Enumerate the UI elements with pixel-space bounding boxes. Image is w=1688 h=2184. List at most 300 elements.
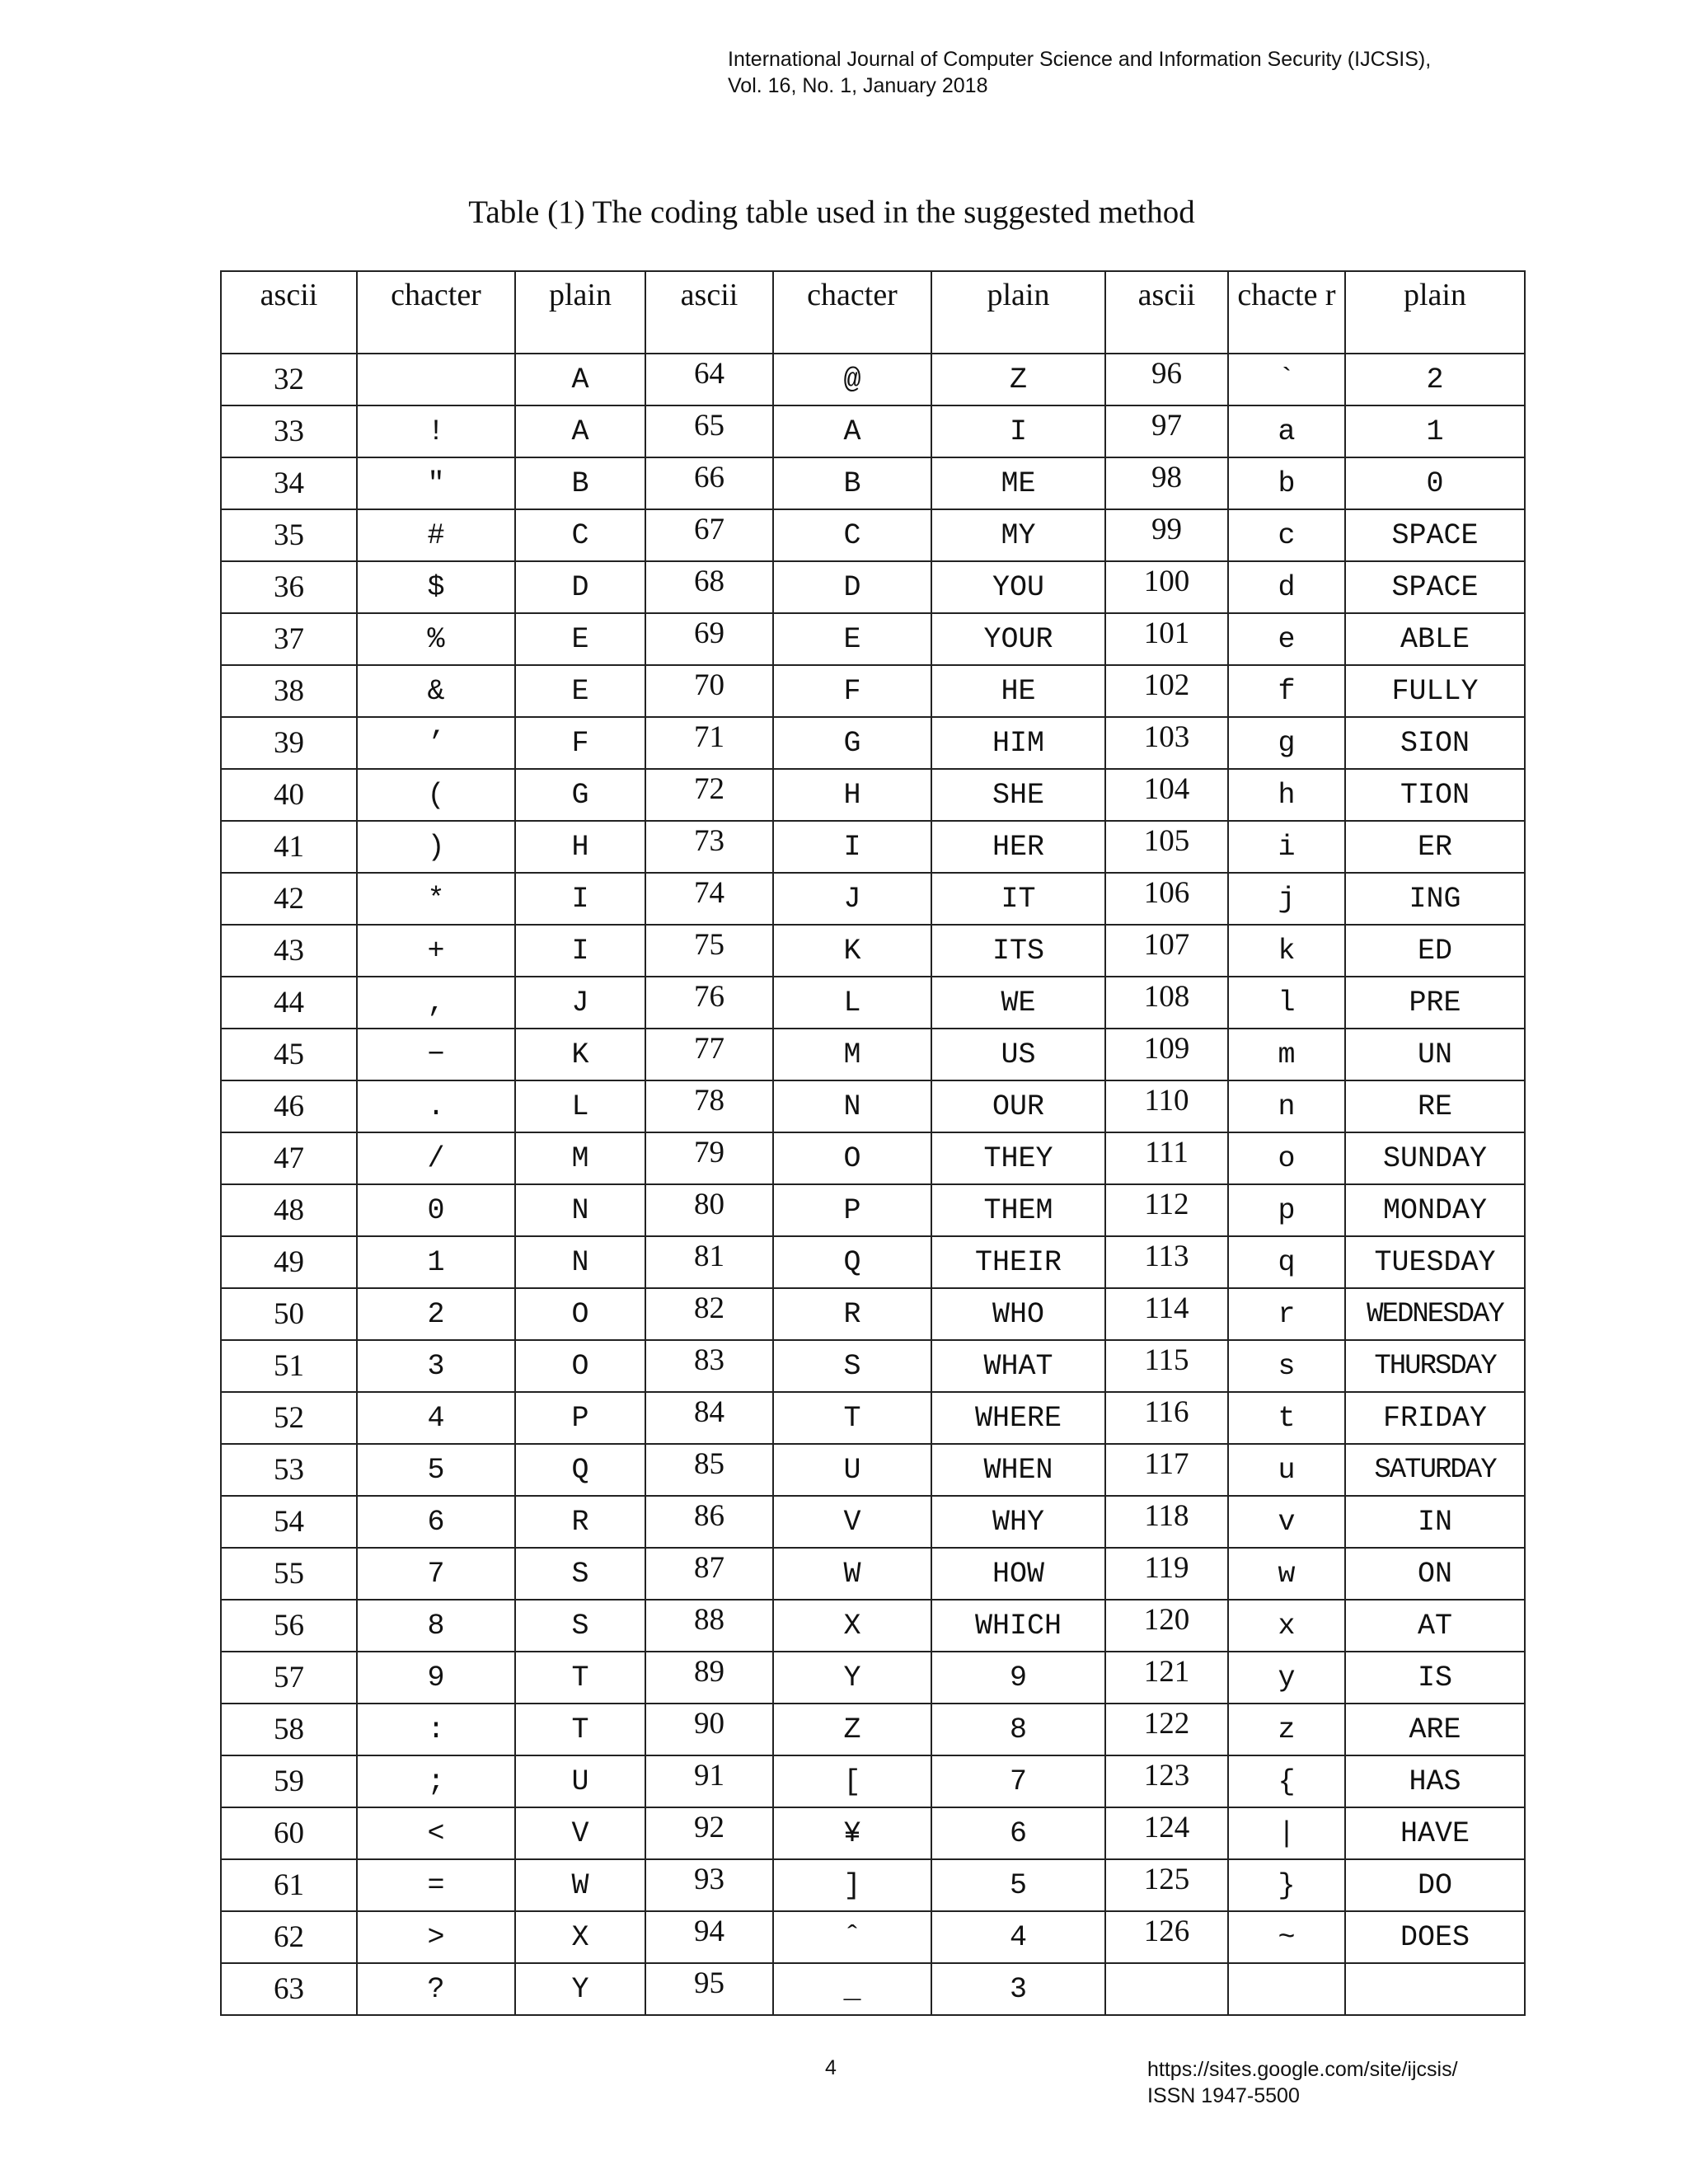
column-header: chacte r <box>1228 271 1345 354</box>
ascii-cell: 88 <box>645 1600 773 1652</box>
plain-cell: O <box>515 1340 645 1392</box>
character-cell: U <box>773 1444 931 1496</box>
ascii-cell: 100 <box>1105 561 1228 613</box>
plain-cell: UN <box>1345 1029 1525 1080</box>
ascii-cell: 82 <box>645 1288 773 1340</box>
plain-cell: HOW <box>931 1548 1105 1600</box>
table-row <box>221 665 1525 717</box>
ascii-cell: 99 <box>1105 509 1228 561</box>
plain-cell: Z <box>931 354 1105 405</box>
ascii-cell: 107 <box>1105 925 1228 977</box>
ascii-cell: 116 <box>1105 1392 1228 1444</box>
ascii-cell: 125 <box>1105 1859 1228 1911</box>
plain-cell: S <box>515 1600 645 1652</box>
character-cell: B <box>773 457 931 509</box>
plain-cell: D <box>515 561 645 613</box>
plain-cell: I <box>515 925 645 977</box>
plain-cell: HE <box>931 665 1105 717</box>
table-row <box>221 1755 1525 1807</box>
ascii-cell: 101 <box>1105 613 1228 665</box>
character-cell: O <box>773 1132 931 1184</box>
ascii-cell: 124 <box>1105 1807 1228 1859</box>
plain-cell: I <box>515 873 645 925</box>
ascii-cell: 37 <box>221 613 357 665</box>
character-cell: K <box>773 925 931 977</box>
ascii-cell: 35 <box>221 509 357 561</box>
table-row <box>221 1807 1525 1859</box>
plain-cell <box>1345 1963 1525 2015</box>
character-cell <box>1228 1963 1345 2015</box>
plain-cell: F <box>515 717 645 769</box>
character-cell: M <box>773 1029 931 1080</box>
plain-cell: SION <box>1345 717 1525 769</box>
ascii-cell: 74 <box>645 873 773 925</box>
plain-cell: PRE <box>1345 977 1525 1029</box>
plain-cell: ABLE <box>1345 613 1525 665</box>
ascii-cell: 77 <box>645 1029 773 1080</box>
plain-cell: 2 <box>1345 354 1525 405</box>
column-header: ascii <box>1105 271 1228 354</box>
ascii-cell: 41 <box>221 821 357 873</box>
plain-cell: ITS <box>931 925 1105 977</box>
character-cell: & <box>357 665 515 717</box>
column-header: chacter <box>357 271 515 354</box>
character-cell: z <box>1228 1704 1345 1755</box>
character-cell: ˆ <box>773 1911 931 1963</box>
table-row <box>221 509 1525 561</box>
page-number: 4 <box>825 2056 837 2079</box>
character-cell: ″ <box>357 457 515 509</box>
character-cell: V <box>773 1496 931 1548</box>
character-cell: ` <box>1228 354 1345 405</box>
character-cell: 3 <box>357 1340 515 1392</box>
ascii-cell: 121 <box>1105 1652 1228 1704</box>
plain-cell: HIM <box>931 717 1105 769</box>
ascii-cell: 46 <box>221 1080 357 1132</box>
plain-cell: FULLY <box>1345 665 1525 717</box>
table-row <box>221 1029 1525 1080</box>
character-cell: D <box>773 561 931 613</box>
plain-cell: J <box>515 977 645 1029</box>
plain-cell: E <box>515 613 645 665</box>
character-cell: r <box>1228 1288 1345 1340</box>
character-cell: y <box>1228 1652 1345 1704</box>
coding-table <box>220 270 1526 2016</box>
ascii-cell: 72 <box>645 769 773 821</box>
ascii-cell: 33 <box>221 405 357 457</box>
table-row <box>221 873 1525 925</box>
character-cell: d <box>1228 561 1345 613</box>
plain-cell: L <box>515 1080 645 1132</box>
ascii-cell: 98 <box>1105 457 1228 509</box>
ascii-cell: 85 <box>645 1444 773 1496</box>
character-cell: E <box>773 613 931 665</box>
plain-cell: 8 <box>931 1704 1105 1755</box>
table-row <box>221 1548 1525 1600</box>
character-cell: S <box>773 1340 931 1392</box>
character-cell: − <box>357 1029 515 1080</box>
ascii-cell: 103 <box>1105 717 1228 769</box>
ascii-cell: 102 <box>1105 665 1228 717</box>
character-cell: v <box>1228 1496 1345 1548</box>
ascii-cell: 108 <box>1105 977 1228 1029</box>
character-cell: I <box>773 821 931 873</box>
character-cell: 4 <box>357 1392 515 1444</box>
plain-cell: V <box>515 1807 645 1859</box>
character-cell: < <box>357 1807 515 1859</box>
character-cell: ( <box>357 769 515 821</box>
plain-cell: TION <box>1345 769 1525 821</box>
table-row <box>221 457 1525 509</box>
character-cell: = <box>357 1859 515 1911</box>
plain-cell: SUNDAY <box>1345 1132 1525 1184</box>
plain-cell: SPACE <box>1345 509 1525 561</box>
ascii-cell: 89 <box>645 1652 773 1704</box>
table-row <box>221 821 1525 873</box>
ascii-cell: 67 <box>645 509 773 561</box>
plain-cell: HER <box>931 821 1105 873</box>
character-cell: R <box>773 1288 931 1340</box>
ascii-cell: 58 <box>221 1704 357 1755</box>
plain-cell: ING <box>1345 873 1525 925</box>
plain-cell: H <box>515 821 645 873</box>
table-row <box>221 613 1525 665</box>
ascii-cell: 79 <box>645 1132 773 1184</box>
plain-cell: P <box>515 1392 645 1444</box>
ascii-cell: 118 <box>1105 1496 1228 1548</box>
plain-cell: WHY <box>931 1496 1105 1548</box>
character-cell: _ <box>773 1963 931 2015</box>
ascii-cell: 64 <box>645 354 773 405</box>
character-cell: b <box>1228 457 1345 509</box>
table-row <box>221 1652 1525 1704</box>
plain-cell: DOES <box>1345 1911 1525 1963</box>
ascii-cell: 49 <box>221 1236 357 1288</box>
plain-cell: R <box>515 1496 645 1548</box>
character-cell: [ <box>773 1755 931 1807</box>
plain-cell: U <box>515 1755 645 1807</box>
ascii-cell: 53 <box>221 1444 357 1496</box>
character-cell: ) <box>357 821 515 873</box>
table-row <box>221 1132 1525 1184</box>
character-cell: g <box>1228 717 1345 769</box>
plain-cell: M <box>515 1132 645 1184</box>
column-header: ascii <box>645 271 773 354</box>
character-cell: m <box>1228 1029 1345 1080</box>
ascii-cell: 51 <box>221 1340 357 1392</box>
character-cell: Q <box>773 1236 931 1288</box>
ascii-cell: 55 <box>221 1548 357 1600</box>
plain-cell: Y <box>515 1963 645 2015</box>
plain-cell: DO <box>1345 1859 1525 1911</box>
character-cell: ¥ <box>773 1807 931 1859</box>
character-cell: k <box>1228 925 1345 977</box>
ascii-cell: 112 <box>1105 1184 1228 1236</box>
character-cell <box>357 354 515 405</box>
character-cell: X <box>773 1600 931 1652</box>
ascii-cell: 97 <box>1105 405 1228 457</box>
character-cell: } <box>1228 1859 1345 1911</box>
ascii-cell: 106 <box>1105 873 1228 925</box>
character-cell: 5 <box>357 1444 515 1496</box>
character-cell: l <box>1228 977 1345 1029</box>
plain-cell: A <box>515 405 645 457</box>
column-header: plain <box>1345 271 1525 354</box>
plain-cell: T <box>515 1652 645 1704</box>
character-cell: 6 <box>357 1496 515 1548</box>
table-row <box>221 1184 1525 1236</box>
plain-cell: WEDNESDAY <box>1345 1288 1525 1340</box>
plain-cell: 0 <box>1345 457 1525 509</box>
plain-cell: THEIR <box>931 1236 1105 1288</box>
table-row <box>221 1600 1525 1652</box>
ascii-cell: 69 <box>645 613 773 665</box>
character-cell: ! <box>357 405 515 457</box>
ascii-cell: 84 <box>645 1392 773 1444</box>
plain-cell: ED <box>1345 925 1525 977</box>
plain-cell: 5 <box>931 1859 1105 1911</box>
plain-cell: ARE <box>1345 1704 1525 1755</box>
ascii-cell: 86 <box>645 1496 773 1548</box>
character-cell: i <box>1228 821 1345 873</box>
ascii-cell <box>1105 1963 1228 2015</box>
ascii-cell: 60 <box>221 1807 357 1859</box>
character-cell: | <box>1228 1807 1345 1859</box>
table-row <box>221 561 1525 613</box>
plain-cell: O <box>515 1288 645 1340</box>
plain-cell: 4 <box>931 1911 1105 1963</box>
character-cell: w <box>1228 1548 1345 1600</box>
character-cell: / <box>357 1132 515 1184</box>
ascii-cell: 65 <box>645 405 773 457</box>
table-row <box>221 925 1525 977</box>
table-row <box>221 769 1525 821</box>
plain-cell: THURSDAY <box>1345 1340 1525 1392</box>
ascii-cell: 114 <box>1105 1288 1228 1340</box>
character-cell: F <box>773 665 931 717</box>
character-cell: t <box>1228 1392 1345 1444</box>
character-cell: , <box>357 977 515 1029</box>
ascii-cell: 122 <box>1105 1704 1228 1755</box>
character-cell: ’ <box>357 717 515 769</box>
ascii-cell: 54 <box>221 1496 357 1548</box>
ascii-cell: 32 <box>221 354 357 405</box>
ascii-cell: 90 <box>645 1704 773 1755</box>
plain-cell: ME <box>931 457 1105 509</box>
character-cell: H <box>773 769 931 821</box>
table-row <box>221 1392 1525 1444</box>
character-cell: A <box>773 405 931 457</box>
plain-cell: W <box>515 1859 645 1911</box>
plain-cell: RE <box>1345 1080 1525 1132</box>
column-header: plain <box>515 271 645 354</box>
plain-cell: G <box>515 769 645 821</box>
character-cell: T <box>773 1392 931 1444</box>
table-row <box>221 1288 1525 1340</box>
table-row <box>221 977 1525 1029</box>
ascii-cell: 91 <box>645 1755 773 1807</box>
table-row <box>221 1340 1525 1392</box>
character-cell: 9 <box>357 1652 515 1704</box>
ascii-cell: 61 <box>221 1859 357 1911</box>
plain-cell: HAVE <box>1345 1807 1525 1859</box>
plain-cell: YOU <box>931 561 1105 613</box>
table-row <box>221 1236 1525 1288</box>
plain-cell: T <box>515 1704 645 1755</box>
ascii-cell: 57 <box>221 1652 357 1704</box>
character-cell: ; <box>357 1755 515 1807</box>
ascii-cell: 94 <box>645 1911 773 1963</box>
ascii-cell: 115 <box>1105 1340 1228 1392</box>
ascii-cell: 117 <box>1105 1444 1228 1496</box>
plain-cell: SATURDAY <box>1345 1444 1525 1496</box>
table-row <box>221 1859 1525 1911</box>
plain-cell: N <box>515 1236 645 1288</box>
character-cell: u <box>1228 1444 1345 1496</box>
character-cell: Z <box>773 1704 931 1755</box>
plain-cell: WE <box>931 977 1105 1029</box>
ascii-cell: 78 <box>645 1080 773 1132</box>
plain-cell: B <box>515 457 645 509</box>
ascii-cell: 105 <box>1105 821 1228 873</box>
ascii-cell: 36 <box>221 561 357 613</box>
ascii-cell: 39 <box>221 717 357 769</box>
character-cell: s <box>1228 1340 1345 1392</box>
ascii-cell: 48 <box>221 1184 357 1236</box>
ascii-cell: 45 <box>221 1029 357 1080</box>
character-cell: p <box>1228 1184 1345 1236</box>
ascii-cell: 95 <box>645 1963 773 2015</box>
ascii-cell: 73 <box>645 821 773 873</box>
ascii-cell: 113 <box>1105 1236 1228 1288</box>
ascii-cell: 93 <box>645 1859 773 1911</box>
plain-cell: ON <box>1345 1548 1525 1600</box>
ascii-cell: 75 <box>645 925 773 977</box>
plain-cell: US <box>931 1029 1105 1080</box>
table-row <box>221 354 1525 405</box>
ascii-cell: 63 <box>221 1963 357 2015</box>
table-row <box>221 1911 1525 1963</box>
ascii-cell: 44 <box>221 977 357 1029</box>
plain-cell: S <box>515 1548 645 1600</box>
journal-issue: Vol. 16, No. 1, January 2018 <box>728 74 988 97</box>
plain-cell: E <box>515 665 645 717</box>
plain-cell: K <box>515 1029 645 1080</box>
ascii-cell: 92 <box>645 1807 773 1859</box>
table-body <box>221 354 1525 2015</box>
character-cell: a <box>1228 405 1345 457</box>
character-cell: ? <box>357 1963 515 2015</box>
table-row <box>221 717 1525 769</box>
column-header: plain <box>931 271 1105 354</box>
character-cell: * <box>357 873 515 925</box>
table-row <box>221 1080 1525 1132</box>
ascii-cell: 119 <box>1105 1548 1228 1600</box>
plain-cell: YOUR <box>931 613 1105 665</box>
ascii-cell: 111 <box>1105 1132 1228 1184</box>
footer-info <box>1147 2056 1458 2109</box>
character-cell: N <box>773 1080 931 1132</box>
plain-cell: SPACE <box>1345 561 1525 613</box>
ascii-cell: 56 <box>221 1600 357 1652</box>
ascii-cell: 80 <box>645 1184 773 1236</box>
plain-cell: WHEN <box>931 1444 1105 1496</box>
plain-cell: C <box>515 509 645 561</box>
plain-cell: OUR <box>931 1080 1105 1132</box>
ascii-cell: 43 <box>221 925 357 977</box>
plain-cell: X <box>515 1911 645 1963</box>
table-row <box>221 1496 1525 1548</box>
character-cell: G <box>773 717 931 769</box>
character-cell: $ <box>357 561 515 613</box>
plain-cell: WHICH <box>931 1600 1105 1652</box>
plain-cell: I <box>931 405 1105 457</box>
table-caption: Table (1) The coding table used in the suggested method <box>468 194 1195 230</box>
ascii-cell: 120 <box>1105 1600 1228 1652</box>
plain-cell: 7 <box>931 1755 1105 1807</box>
ascii-cell: 42 <box>221 873 357 925</box>
character-cell: C <box>773 509 931 561</box>
plain-cell: IS <box>1345 1652 1525 1704</box>
plain-cell: 9 <box>931 1652 1105 1704</box>
plain-cell: MONDAY <box>1345 1184 1525 1236</box>
character-cell: 1 <box>357 1236 515 1288</box>
ascii-cell: 87 <box>645 1548 773 1600</box>
character-cell: % <box>357 613 515 665</box>
plain-cell: 3 <box>931 1963 1105 2015</box>
character-cell: q <box>1228 1236 1345 1288</box>
character-cell: Y <box>773 1652 931 1704</box>
character-cell: W <box>773 1548 931 1600</box>
character-cell: > <box>357 1911 515 1963</box>
column-header: chacter <box>773 271 931 354</box>
ascii-cell: 123 <box>1105 1755 1228 1807</box>
ascii-cell: 62 <box>221 1911 357 1963</box>
plain-cell: AT <box>1345 1600 1525 1652</box>
character-cell: L <box>773 977 931 1029</box>
ascii-cell: 126 <box>1105 1911 1228 1963</box>
column-header: ascii <box>221 271 357 354</box>
table-row <box>221 1963 1525 2015</box>
plain-cell: FRIDAY <box>1345 1392 1525 1444</box>
character-cell: ] <box>773 1859 931 1911</box>
plain-cell: THEM <box>931 1184 1105 1236</box>
character-cell: { <box>1228 1755 1345 1807</box>
plain-cell: TUESDAY <box>1345 1236 1525 1288</box>
table-header-row <box>221 271 1525 354</box>
plain-cell: A <box>515 354 645 405</box>
ascii-cell: 71 <box>645 717 773 769</box>
plain-cell: WHAT <box>931 1340 1105 1392</box>
plain-cell: SHE <box>931 769 1105 821</box>
ascii-cell: 34 <box>221 457 357 509</box>
ascii-cell: 68 <box>645 561 773 613</box>
plain-cell: WHERE <box>931 1392 1105 1444</box>
plain-cell: HAS <box>1345 1755 1525 1807</box>
plain-cell: 1 <box>1345 405 1525 457</box>
plain-cell: 6 <box>931 1807 1105 1859</box>
character-cell: x <box>1228 1600 1345 1652</box>
plain-cell: ER <box>1345 821 1525 873</box>
plain-cell: Q <box>515 1444 645 1496</box>
character-cell: @ <box>773 354 931 405</box>
ascii-cell: 109 <box>1105 1029 1228 1080</box>
journal-title: International Journal of Computer Science and Information Security (IJCSIS), <box>728 48 1432 71</box>
character-cell: 8 <box>357 1600 515 1652</box>
character-cell: ~ <box>1228 1911 1345 1963</box>
character-cell: 2 <box>357 1288 515 1340</box>
character-cell: P <box>773 1184 931 1236</box>
